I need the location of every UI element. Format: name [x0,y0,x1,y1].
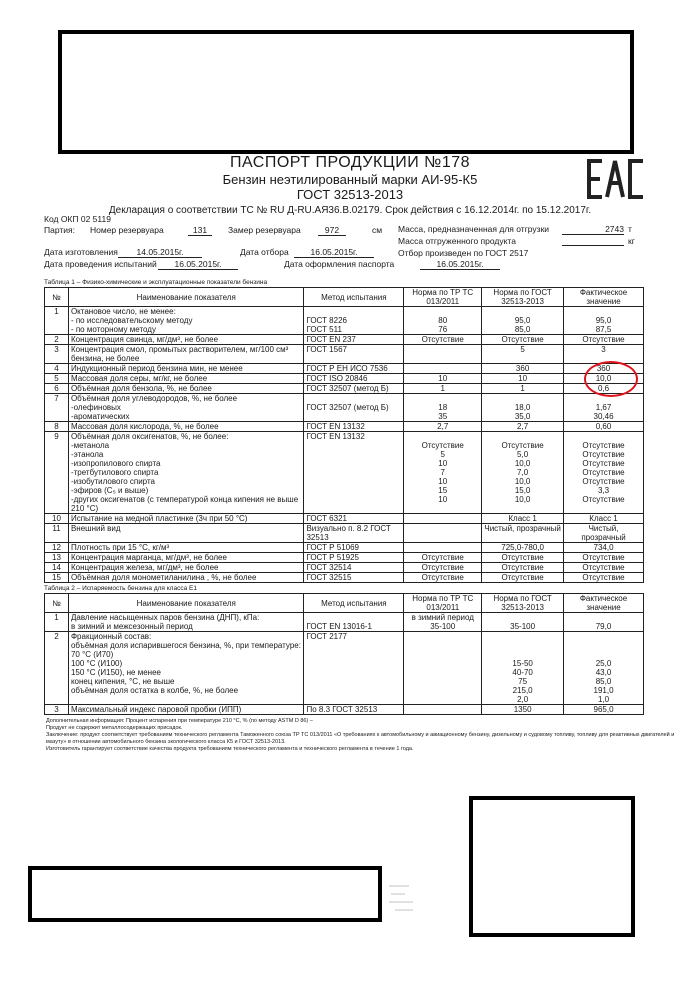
table1-cell-name: Индукционный период бензина мин, не менее [68,364,304,374]
table1-cell-tr: 1 [404,384,482,394]
table1-cell-fact: Чистый, прозрачный [564,524,644,543]
table1-cell-name: Объёмная доля монометиланилина , %, не более [68,573,304,583]
table2-cell-tr [404,705,482,715]
table2-header-3: Норма по ТР ТС 013/2011 [404,594,482,613]
table1-cell-name: Концентрация смол, промытых растворителем, мг/100 см³ бензина, не более [68,345,304,364]
table1-cell-n: 1 [45,307,69,335]
table1-header-3: Норма по ТР ТС 013/2011 [404,288,482,307]
table2-cell-method: ГОСТ EN 13016-1 [304,613,404,632]
mass-planned-value: 2743 [562,224,624,235]
made-value: 14.05.2015г. [118,247,202,258]
table1-cell-n: 14 [45,563,69,573]
sample-label: Дата отбора [240,247,289,257]
table1-header-2: Метод испытания [304,288,404,307]
table1-cell-method: ГОСТ Р ЕН ИСО 7536 [304,364,404,374]
table2-cell-method: ГОСТ 2177 [304,632,404,705]
eac-mark [586,158,646,200]
table1-cell-fact: Отсутствие Отсутствие Отсутствие Отсутствие Отсутствие 3,3 Отсутствие [564,432,644,514]
table-row [45,307,644,335]
table1-cell-n: 3 [45,345,69,364]
table1-cell-tr: 2,7 [404,422,482,432]
issue-date-value: 16.05.2015г. [420,259,500,270]
table1-cell-name: Концентрация железа, мг/дм³, не более [68,563,304,573]
table2-cell-fact: 79,0 [564,613,644,632]
table1-cell-name: Массовая доля кислорода, %, не более [68,422,304,432]
table1-cell-gost: 2,7 [482,422,564,432]
note-line: Заключение: продукт соответствует требованиям технического регламента Таможенного союза ТР ТС 013/2011 «О требованиях к автомобильному и авиационному бензину, дизельному и судовому топливу, топливу для реактивных двигателей и мазуту» в отношении автомобильного бензина экологического класса К5 и ГОСТ 32513-2013. [46,732,675,745]
table1-cell-fact: 0,60 [564,422,644,432]
table1-cell-tr [404,364,482,374]
table1-cell-tr [404,524,482,543]
table1-cell-gost: Отсутствие [482,335,564,345]
sample-value: 16.05.2015г. [294,247,374,258]
table1-cell-method: ГОСТ 32507 (метод Б) [304,384,404,394]
table1-cell-n: 11 [45,524,69,543]
table-row [45,364,644,374]
table-row [45,563,644,573]
table1-cell-method: ГОСТ EN 13132 [304,432,404,514]
table1-cell-fact: Отсутствие [564,573,644,583]
table-row [45,613,644,632]
test-date-value: 16.05.2015г. [158,259,238,270]
table1-cell-gost: Отсутствие 5,0 10,0 7,0 10,0 15,0 10,0 [482,432,564,514]
table1-cell-n: 5 [45,374,69,384]
table1-cell-n: 10 [45,514,69,524]
table1-cell-n: 15 [45,573,69,583]
table1-cell-fact: 3 [564,345,644,364]
table2-header-2: Метод испытания [304,594,404,613]
table1-cell-n: 12 [45,543,69,553]
table-row [45,543,644,553]
mass-planned-label: Масса, предназначенная для отгрузки [398,224,550,234]
table1-cell-n: 8 [45,422,69,432]
table1-cell-name: Объёмная доля оксигенатов, %, не более: -метанола -этанола -изопропилового спирта -третбутилового спирта -изобутилового спирта -эфиров (C₅ и выше) -других оксигенатов (с температурой конца кипения не выше 210 °C) [68,432,304,514]
table1-cell-method: ГОСТ 6321 [304,514,404,524]
table2-cell-n: 1 [45,613,69,632]
table1-cell-tr [404,514,482,524]
table1-cell-tr: 80 76 [404,307,482,335]
product-standard: ГОСТ 32513-2013 [296,187,404,202]
properties-table [44,287,644,583]
table1-cell-fact: 95,0 87,5 [564,307,644,335]
table1-cell-fact: Отсутствие [564,335,644,345]
table-row [45,374,644,384]
highlight-oval [584,361,638,397]
table1-cell-tr: 10 [404,374,482,384]
redaction-block-bottom-right [469,796,635,937]
table2-header-1: Наименование показателя [68,594,304,613]
table1-cell-name: Концентрация свинца, мг/дм³, не более [68,335,304,345]
table1-header-5: Фактическое значение [564,288,644,307]
table-row [45,394,644,422]
table1-cell-gost: 5 [482,345,564,364]
table2-caption: Таблица 2 – Испаряемость бензина для класса E1 [44,585,197,592]
table1-cell-name: Концентрация марганца, мг/дм³, не более [68,553,304,563]
table1-cell-n: 4 [45,364,69,374]
table2-cell-gost: 15-50 40-70 75 215,0 2,0 [482,632,564,705]
volatility-table [44,593,644,715]
table1-cell-method: ГОСТ 32514 [304,563,404,573]
table1-cell-fact: 360 [564,364,644,374]
table1-cell-name: Массовая доля серы, мг/кг, не более [68,374,304,384]
redaction-block-top [58,30,634,154]
table1-cell-gost: Отсутствие [482,573,564,583]
table2-cell-n: 3 [45,705,69,715]
table-row [45,514,644,524]
table-row [45,422,644,432]
note-line: Изготовитель гарантирует соответствие качества продукта требованиям технического регламента и технического регламента в течение 1 года. [46,746,414,752]
issue-date-label: Дата оформления паспорта [284,259,395,269]
tank-value: 131 [188,225,212,236]
tank-label: Номер резервуара [90,225,164,235]
okp-code: Код ОКП 02 5119 [44,214,111,224]
table1-cell-fact: Класс 1 [564,514,644,524]
table1-cell-name: Октановое число, не менее: - по исследовательскому методу - по моторному методу [68,307,304,335]
table2-cell-gost: 35-100 [482,613,564,632]
table1-cell-method: ГОСТ Р 51069 [304,543,404,553]
table-row [45,345,644,364]
table2-cell-tr: в зимний период 35-100 [404,613,482,632]
table2-header-4: Норма по ГОСТ 32513-2013 [482,594,564,613]
table1-cell-gost: Класс 1 [482,514,564,524]
table-row [45,384,644,394]
table1-cell-gost: 725,0-780,0 [482,543,564,553]
table1-cell-fact: Отсутствие [564,563,644,573]
table1-cell-method: ГОСТ EN 237 [304,335,404,345]
table1-cell-gost: Отсутствие [482,553,564,563]
notes-block [46,718,686,753]
table1-cell-gost: 10 [482,374,564,384]
table2-cell-name: Давление насыщенных паров бензина (ДНП), кПа: в зимний и межсезонный период [68,613,304,632]
made-label: Дата изготовления [44,247,118,257]
table1-cell-tr: Отсутствие [404,573,482,583]
table1-cell-method: ГОСТ 32507 (метод Б) [304,394,404,422]
measure-label: Замер резервуара [228,225,301,235]
table-row [45,705,644,715]
mass-shipped-unit: кг [628,236,635,246]
note-line: Продукт не содержит металлосодержащих присадок. [46,725,183,731]
table-row [45,632,644,705]
table1-cell-method: Визуально п. 8.2 ГОСТ 32513 [304,524,404,543]
passport-title: ПАСПОРТ ПРОДУКЦИИ №178 [229,154,471,171]
table1-cell-n: 2 [45,335,69,345]
table1-cell-tr: 18 35 [404,394,482,422]
table1-cell-gost: 18,0 35,0 [482,394,564,422]
table1-cell-n: 13 [45,553,69,563]
table-row [45,553,644,563]
table1-cell-gost: Отсутствие [482,563,564,573]
table-row [45,335,644,345]
table1-cell-name: Внешний вид [68,524,304,543]
measure-unit: см [372,225,383,235]
mass-planned-unit: т [628,224,632,234]
table1-cell-fact: 734,0 [564,543,644,553]
table2-cell-tr [404,632,482,705]
table2-cell-n: 2 [45,632,69,705]
table-row [45,573,644,583]
table1-cell-method: ГОСТ EN 13132 [304,422,404,432]
table1-cell-name: Испытание на медной пластинке (3ч при 50 °C) [68,514,304,524]
table1-cell-method: ГОСТ Р 51925 [304,553,404,563]
table1-cell-method: ГОСТ 1567 [304,345,404,364]
table1-cell-method: ГОСТ 8226 ГОСТ 511 [304,307,404,335]
table1-cell-fact: 0,6 [564,384,644,394]
table1-cell-gost: 95,0 85,0 [482,307,564,335]
table1-cell-name: Объёмная доля бензола, %, не более [68,384,304,394]
table1-cell-gost: 360 [482,364,564,374]
table1-cell-tr [404,345,482,364]
stamp-trace [385,880,445,920]
table1-cell-fact: 10,0 [564,374,644,384]
table1-header-1: Наименование показателя [68,288,304,307]
table1-caption: Таблица 1 – Физико-химические и эксплуатационные показатели бензина [44,279,268,286]
table1-cell-method: ГОСТ 32515 [304,573,404,583]
table1-cell-name: Плотность при 15 °C, кг/м³ [68,543,304,553]
table2-cell-name: Максимальный индекс паровой пробки (ИПП) [68,705,304,715]
table1-cell-gost: Чистый, прозрачный [482,524,564,543]
table1-cell-method: ГОСТ ISO 20846 [304,374,404,384]
table1-cell-tr: Отсутствие [404,553,482,563]
table1-cell-tr [404,543,482,553]
table1-cell-tr: Отсутствие [404,563,482,573]
table1-cell-n: 9 [45,432,69,514]
table1-cell-n: 7 [45,394,69,422]
table1-cell-name: Объёмная доля углеводородов, %, не более -олефиновых -ароматических [68,394,304,422]
note-line: Дополнительная информация: Процент испарения при температуре 210 °C, % (по методу ASTM D 86) – [46,718,313,724]
product-name: Бензин неэтилированный марки АИ-95-К5 [222,172,478,187]
table1-cell-n: 6 [45,384,69,394]
table1-header-0: № [45,288,69,307]
declaration-line: Декларация о соответствии ТС № RU Д-RU.AЯ36.B.02179. Срок действия с 16.12.2014г. по 15.12.2017г. [108,205,592,216]
table-row [45,524,644,543]
table1-cell-tr: Отсутствие [404,335,482,345]
table2-cell-name: Фракционный состав: объёмная доля испарившегося бензина, %, при температуре: 70 °C (И70) 100 °C (И100) 150 °C (И150), не менее конец кипения, °C, не выше объёмная доля остатка в колбе, %, не более [68,632,304,705]
table2-cell-fact: 25,0 43,0 85,0 191,0 1,0 [564,632,644,705]
table-row [45,432,644,514]
table2-cell-method: По 8.3 ГОСТ 32513 [304,705,404,715]
redaction-block-bottom-left [28,866,382,922]
measure-value: 972 [318,225,346,236]
party-label: Партия: [44,225,75,235]
table2-cell-fact: 965,0 [564,705,644,715]
sampling-note: Отбор произведен по ГОСТ 2517 [398,248,529,258]
mass-shipped-label: Масса отгруженного продукта [398,236,516,246]
table2-header-0: № [45,594,69,613]
table1-cell-gost: 1 [482,384,564,394]
table2-header-5: Фактическое значение [564,594,644,613]
table1-cell-fact: 1,67 30,46 [564,394,644,422]
table1-cell-fact: Отсутствие [564,553,644,563]
table1-header-4: Норма по ГОСТ 32513-2013 [482,288,564,307]
mass-shipped-line [562,245,624,246]
table2-cell-gost: 1350 [482,705,564,715]
table1-cell-tr: Отсутствие 5 10 7 10 15 10 [404,432,482,514]
test-date-label: Дата проведения испытаний [44,259,157,269]
